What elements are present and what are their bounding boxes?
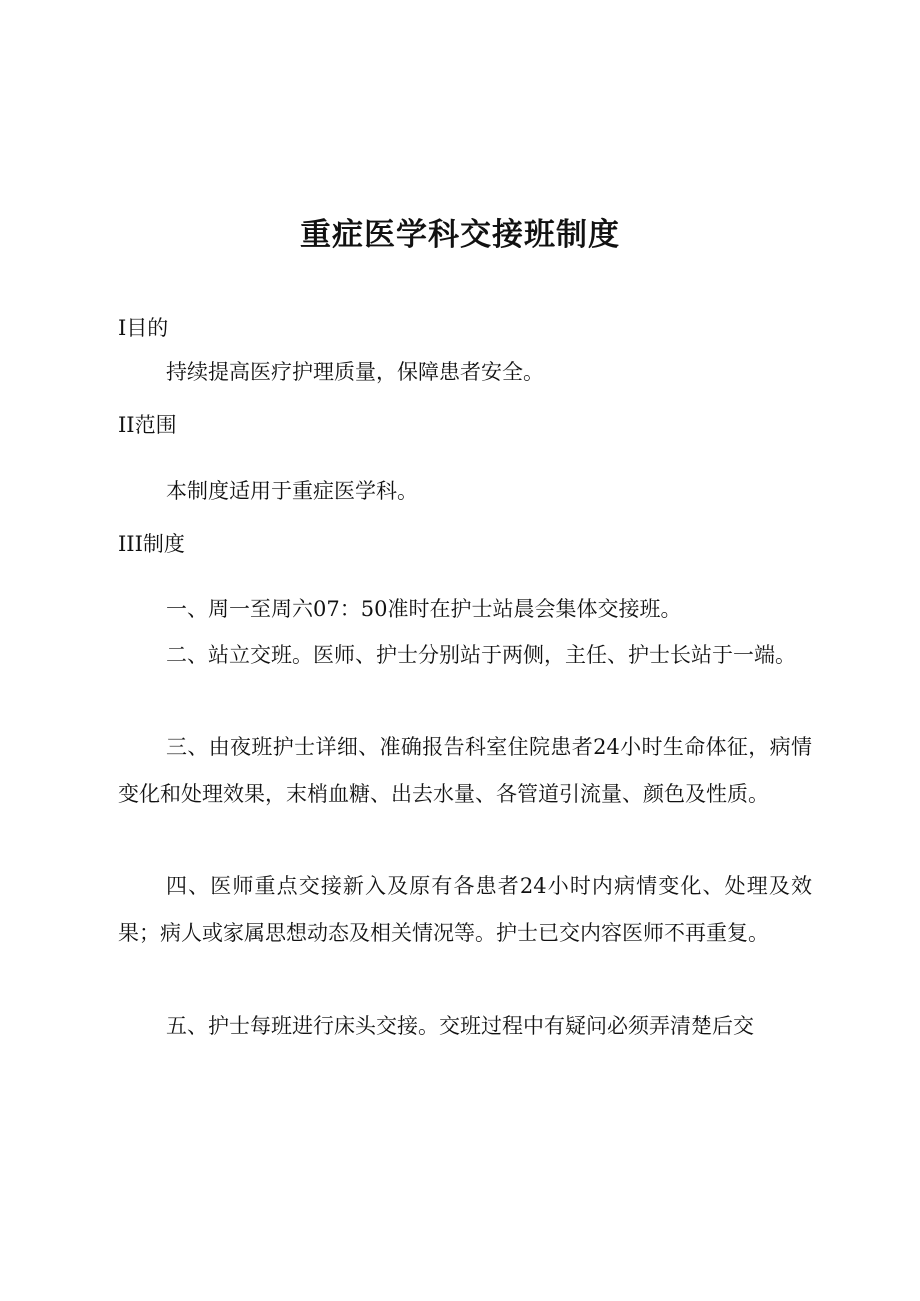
policy-item-5: 五、护士每班进行床头交接。交班过程中有疑问必须弄清楚后交: [166, 1014, 754, 1038]
paragraph-purpose: 持续提高医疗护理质量，保障患者安全。: [166, 360, 544, 384]
section-heading-policy: III制度: [118, 532, 185, 556]
policy-item-4: 四、医师重点交接新入及原有各患者24小时内病情变化、处理及效果；病人或家属思想动态及相关情况等。护士已交内容医师不再重复。: [118, 874, 812, 945]
section-heading-purpose: I目的: [118, 316, 169, 340]
policy-item-2: 二、站立交班。医师、护士分别站于两侧，主任、护士长站于一端。: [166, 643, 796, 667]
policy-item-1: 一、周一至周六07：50准时在护士站晨会集体交接班。: [166, 597, 682, 621]
document-title: 重症医学科交接班制度: [300, 217, 620, 253]
section-heading-scope: II范围: [118, 413, 177, 437]
paragraph-scope: 本制度适用于重症医学科。: [166, 479, 418, 503]
policy-item-3: 三、由夜班护士详细、准确报告科室住院患者24小时生命体征，病情变化和处理效果，末梢血糖、出去水量、各管道引流量、颜色及性质。: [118, 735, 812, 806]
